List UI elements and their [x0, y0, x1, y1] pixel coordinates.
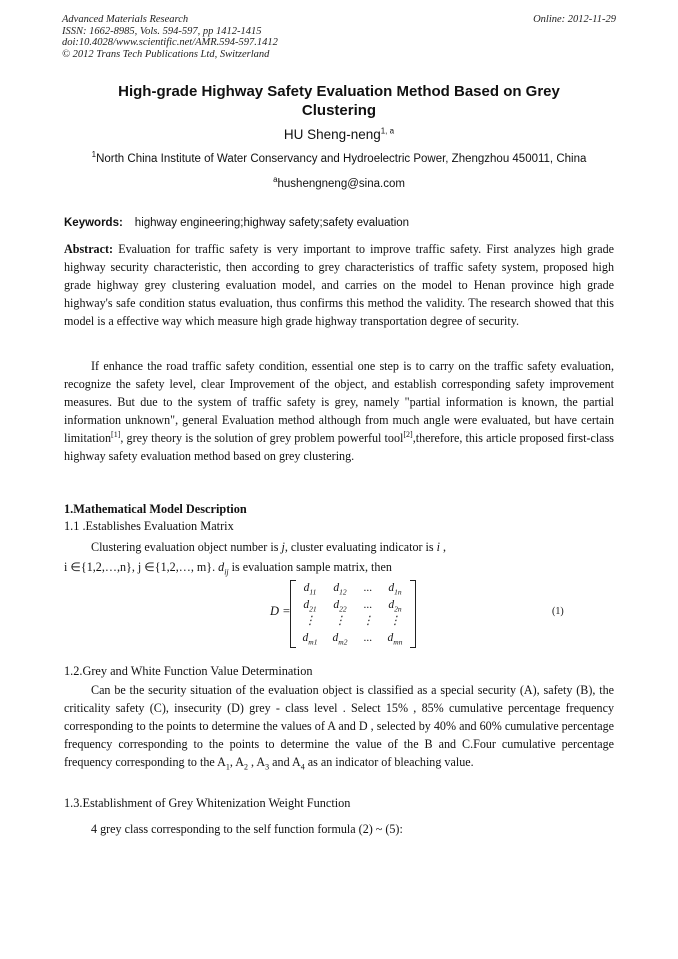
citation-2: [2]: [403, 429, 413, 439]
matrix-cell: $d_{11}$: [303, 582, 317, 597]
matrix-cell: ⋮: [334, 615, 346, 627]
keywords-text: highway engineering;highway safety;safety evaluation: [134, 217, 410, 229]
section-1-1-heading: 1.1 .Establishes Evaluation Matrix: [64, 519, 234, 533]
email-address: hushengneng@sina.com: [277, 178, 405, 190]
section-1-2-heading: 1.2.Grey and White Function Value Determination: [64, 664, 313, 678]
affiliation-text: North China Institute of Water Conservancy and Hydroelectric Power, Zhengzhou 450011, China: [96, 153, 587, 165]
matrix-cell: $d_{2n}$: [388, 599, 402, 614]
doi-line: doi:10.4028/www.scientific.net/AMR.594-597.1412: [62, 37, 278, 49]
dij-symbol: [218, 560, 229, 577]
keywords-label: Keywords:: [64, 217, 123, 229]
abstract-paragraph: [64, 240, 614, 330]
matrix-cell: ...: [363, 632, 373, 644]
copyright-line: © 2012 Trans Tech Publications Ltd, Switzerland: [62, 48, 270, 60]
online-date: Online: 2012-11-29: [533, 14, 616, 25]
title-line-2: Clustering: [301, 102, 377, 119]
s11-i-symbol: i: [436, 540, 441, 554]
email-superscript: a: [273, 175, 278, 185]
section-1-3-heading: 1.3.Establishment of Grey Whitenization Weight Function: [64, 796, 351, 810]
affiliation-line: [62, 150, 616, 165]
matrix-cell: $d_{m2}$: [332, 632, 348, 647]
matrix-cell: $d_{1n}$: [388, 582, 402, 597]
s11-index-sets: i ∈{1,2,…,n}, j ∈{1,2,…, m}.: [64, 560, 216, 574]
section-1-2-paragraph: [64, 681, 614, 771]
intro-text-part-2: , grey theory is the solution of grey problem powerful tool: [120, 431, 404, 445]
affiliation-superscript: 1: [91, 150, 97, 160]
equation-number-1: (1): [552, 606, 564, 617]
abstract-label: Abstract:: [64, 242, 114, 256]
s11-j-symbol: j: [281, 540, 285, 554]
section-1-1-line-2: [64, 558, 614, 576]
matrix-cell: ...: [363, 599, 373, 611]
keywords-line: [64, 217, 616, 229]
s11-text-b: , cluster evaluating indicator is: [284, 540, 434, 554]
issn-line: ISSN: 1662-8985, Vols. 594-597, pp 1412-1415: [62, 25, 262, 37]
paper-title: [62, 82, 616, 120]
s11-text-c: is evaluation sample matrix, then: [228, 560, 392, 574]
s12-text: and A: [269, 755, 301, 769]
matrix-cell: $d_{12}$: [333, 582, 347, 597]
citation-1: [1]: [111, 429, 121, 439]
matrix-right-bracket: [410, 580, 416, 648]
intro-text-part-3: ,therefore, this article proposed first-class highway safety evaluation method based on grey clustering.: [64, 431, 614, 463]
matrix-cell: ⋮: [304, 615, 316, 627]
s12-sub: 3: [265, 762, 270, 772]
email-line: [62, 175, 616, 190]
section-1-1-line-1: Clustering evaluation object number is j, cluster evaluating indicator is i ,: [91, 540, 447, 554]
s12-text: , A: [248, 755, 266, 769]
s12-text: Can be the security situation of the evaluation object is classified as a special security (A), safety (B), the criticality safety (C), insecurity (D) grey - class level . Select 15% , 85% cumulative percentage frequency corresponding to the points to determine the values of A and D , selected by 40% and 60% cumulative percentage frequency corresponding to the points to determine the value of the B and C.Four cumulative percentage frequency corresponding to the A: [64, 683, 614, 769]
author-name: HU Sheng-neng: [283, 127, 381, 142]
abstract-text: Evaluation for traffic safety is very important to improve traffic safety. First analyzes high grade highway security characteristic, then according to grey characteristics of traffic safety system, proposed high grade highway grey clustering evaluation model, and carries on the model to Henan province high grade highway's safe condition status evaluation, thus confirms this method the validity. The research showed that this model is a effective way which measure high grade highway transportation degree of security.: [64, 242, 615, 328]
s12-sub: 4: [300, 762, 305, 772]
s12-text: as an indicator of bleaching value.: [304, 755, 474, 769]
s12-sub: 2: [244, 762, 248, 772]
matrix-cell: ...: [363, 582, 373, 594]
section-1-heading: 1.Mathematical Model Description: [64, 502, 247, 516]
matrix-cell: $d_{mn}$: [387, 632, 403, 647]
journal-name: Advanced Materials Research: [62, 14, 189, 25]
dij-base: d: [218, 560, 225, 574]
journal-header: [62, 14, 616, 60]
section-1-3-paragraph: 4 grey class corresponding to the self function formula (2) ~ (5):: [91, 822, 403, 836]
matrix-cell: $d_{m1}$: [302, 632, 318, 647]
intro-text-part-1: If enhance the road traffic safety condition, essential one step is to carry on the traffic safety evaluation, recognize the safety level, clear Improvement of the object, and establish corresponding safety improvement measures. But due to the system of traffic safety is grey, namely "partial information is known, the partial information unknown", general Evaluation method although from much angle were evaluated, but have certain limitation: [64, 359, 614, 445]
s11-text-a: Clustering evaluation object number is: [91, 540, 279, 554]
s12-sub: 1: [225, 762, 230, 772]
s12-text: , A: [229, 755, 244, 769]
title-line-1: High-grade Highway Safety Evaluation Method Based on Grey: [118, 83, 560, 100]
author-superscript: 1, a: [380, 126, 395, 136]
matrix-cell: $d_{22}$: [333, 599, 347, 614]
matrix-cell: $d_{21}$: [303, 599, 317, 614]
matrix-cell: ⋮: [389, 615, 401, 627]
matrix-cell: ⋮: [362, 615, 374, 627]
dij-sub: ij: [224, 567, 229, 577]
intro-paragraph: [64, 357, 614, 465]
author-line: [62, 127, 616, 142]
matrix-lhs: D =: [270, 604, 291, 618]
